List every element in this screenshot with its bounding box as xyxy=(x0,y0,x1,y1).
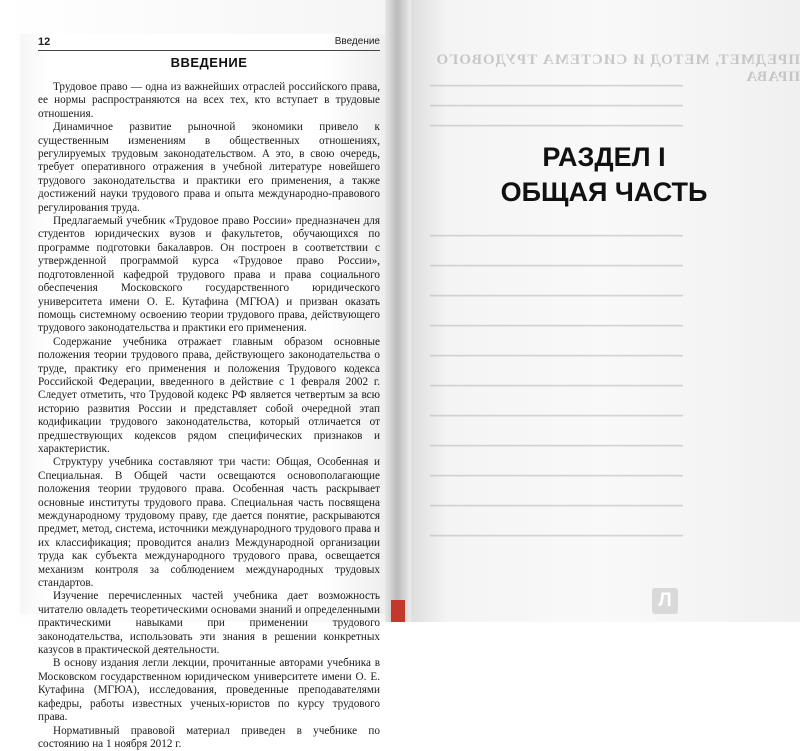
cover-edge xyxy=(391,600,405,622)
watermark-logo-icon: Л xyxy=(652,588,678,614)
page-number: 12 xyxy=(38,36,50,48)
paragraph: Нормативный правовой материал приведен в учебнике по состоянию на 1 ноября 2012 г. xyxy=(38,725,380,751)
section-title-line-1: РАЗДЕЛ I xyxy=(408,140,800,175)
book-gutter xyxy=(385,0,411,622)
paragraph: Динамичное развитие рыночной экономики привело к существенным изменениям в общественных отношениях, регулируемых трудовым законодательством. А это, в свою очередь, требует оперативного отражения в учебной литературе новейшего трудового законодательства и практики его применения, а также достижений науки трудового права и опыта международно-правового регулирования труда. xyxy=(38,121,380,215)
chapter-heading: ВВЕДЕНИЕ xyxy=(38,55,380,70)
section-title-line-2: ОБЩАЯ ЧАСТЬ xyxy=(408,175,800,210)
section-title xyxy=(408,140,800,210)
right-page: ПРЕДМЕТ, МЕТОД И СИСТЕМА ТРУДОВОГО ПРАВА ━━━━━━━━━━━━━━━━━━━━━━━━━━━━━━━━━━━━━━━━━━ ━━━━━━━━━━━━━━━━━━━━━━━━━━━━━━━━━━━━━━━━━━ ━━━━━━━━━━━━━━━━━━━━━━━━━━━━━━━━━━━━━━━━━━ ━━━━━━━━━━━━━━━━━━━━━━━━━━━━━━━━━━━━━━━━━━ ━━━━━━━━━━━━━━━━━━━━━━━━━━━━━━━━━━━━━━━━━━ ━━━━━━━━━━━━━━━━━━━━━━━━━━━━━━━━━━━━━━━━━━ ━━━━━━━━━━━━━━━━━━━━━━━━━━━━━━━━━━━━━━━━━━ ━━━━━━━━━━━━━━━━━━━━━━━━━━━━━━━━━━━━━━━━━━ ━━━━━━━━━━━━━━━━━━━━━━━━━━━━━━━━━━━━━━━━━━ ━━━━━━━━━━━━━━━━━━━━━━━━━━━━━━━━━━━━━━━━━━ ━━━━━━━━━━━━━━━━━━━━━━━━━━━━━━━━━━━━━━━━━━ ━━━━━━━━━━━━━━━━━━━━━━━━━━━━━━━━━━━━━━━━━━ ━━━━━━━━━━━━━━━━━━━━━━━━━━━━━━━━━━━━━━━━━━ ━━━━━━━━━━━━━━━━━━━━━━━━━━━━━━━━━━━━━━━━━━ xyxy=(408,0,800,622)
paragraph: В основу издания легли лекции, прочитанные авторами учебника в Московском государственном юридическом университете имени О. Е. Кутафина (МГЮА), исследования, проведенные преподавателями кафедры, работы известных ученых-юристов по курсу трудового права. xyxy=(38,657,380,724)
paragraph: Содержание учебника отражает главным образом основные положения теории трудового права, действующего законодательства о труде, практику его применения и положения Трудового кодекса Российской Федерации, введенного в действие с 1 февраля 2002 г. Следует отметить, что Трудовой кодекс РФ является четвертым за всю историю развития России и представляет собой очередной этап кодификации трудового законодательства, который отличается от предшествующих кодексов рядом специфических признаков и характеристик. xyxy=(38,336,380,457)
running-title: Введение xyxy=(335,36,380,47)
bleed-through-heading: ПРЕДМЕТ, МЕТОД И СИСТЕМА ТРУДОВОГО ПРАВА xyxy=(426,52,800,86)
page-header xyxy=(38,36,380,51)
paragraph: Трудовое право — одна из важнейших отраслей российского права, ее нормы распространяются на всех тех, кто вступает в трудовые отношения. xyxy=(38,81,380,121)
paragraph: Предлагаемый учебник «Трудовое право России» предназначен для студентов юридических вузов и факультетов, обучающихся по программе подготовки бакалавров. Он построен в соответствии с утвержденной программой курса «Трудовое право России», подготовленной кафедрой трудового права и права социального обеспечения Московского государственного юридического университета имени О. Е. Кутафина (МГЮА) и призван оказать помощь системному освоению теории трудового права, действующего трудового законодательства и практики его применения. xyxy=(38,215,380,336)
paragraph: Изучение перечисленных частей учебника дает возможность читателю овладеть теоретическими основами знаний и определенными практическими навыками при применении трудового законодательства, использовать эти знания в решении конкретных казусов в практической деятельности. xyxy=(38,590,380,657)
body-text xyxy=(38,81,380,751)
paragraph: Структуру учебника составляют три части: Общая, Особенная и Специальная. В Общей части освещаются основополагающие положения теории трудового права. Особенная часть раскрывает основные институты трудового права. Специальная часть посвящена международному трудовому праву, где дается понятие, раскрываются предмет, метод, система, источники международного трудового права и их классификация; проводится анализ Международной организации труда как субъекта международного трудового права, освещается механизм контроля за соблюдением международных трудовых стандартов. xyxy=(38,456,380,590)
